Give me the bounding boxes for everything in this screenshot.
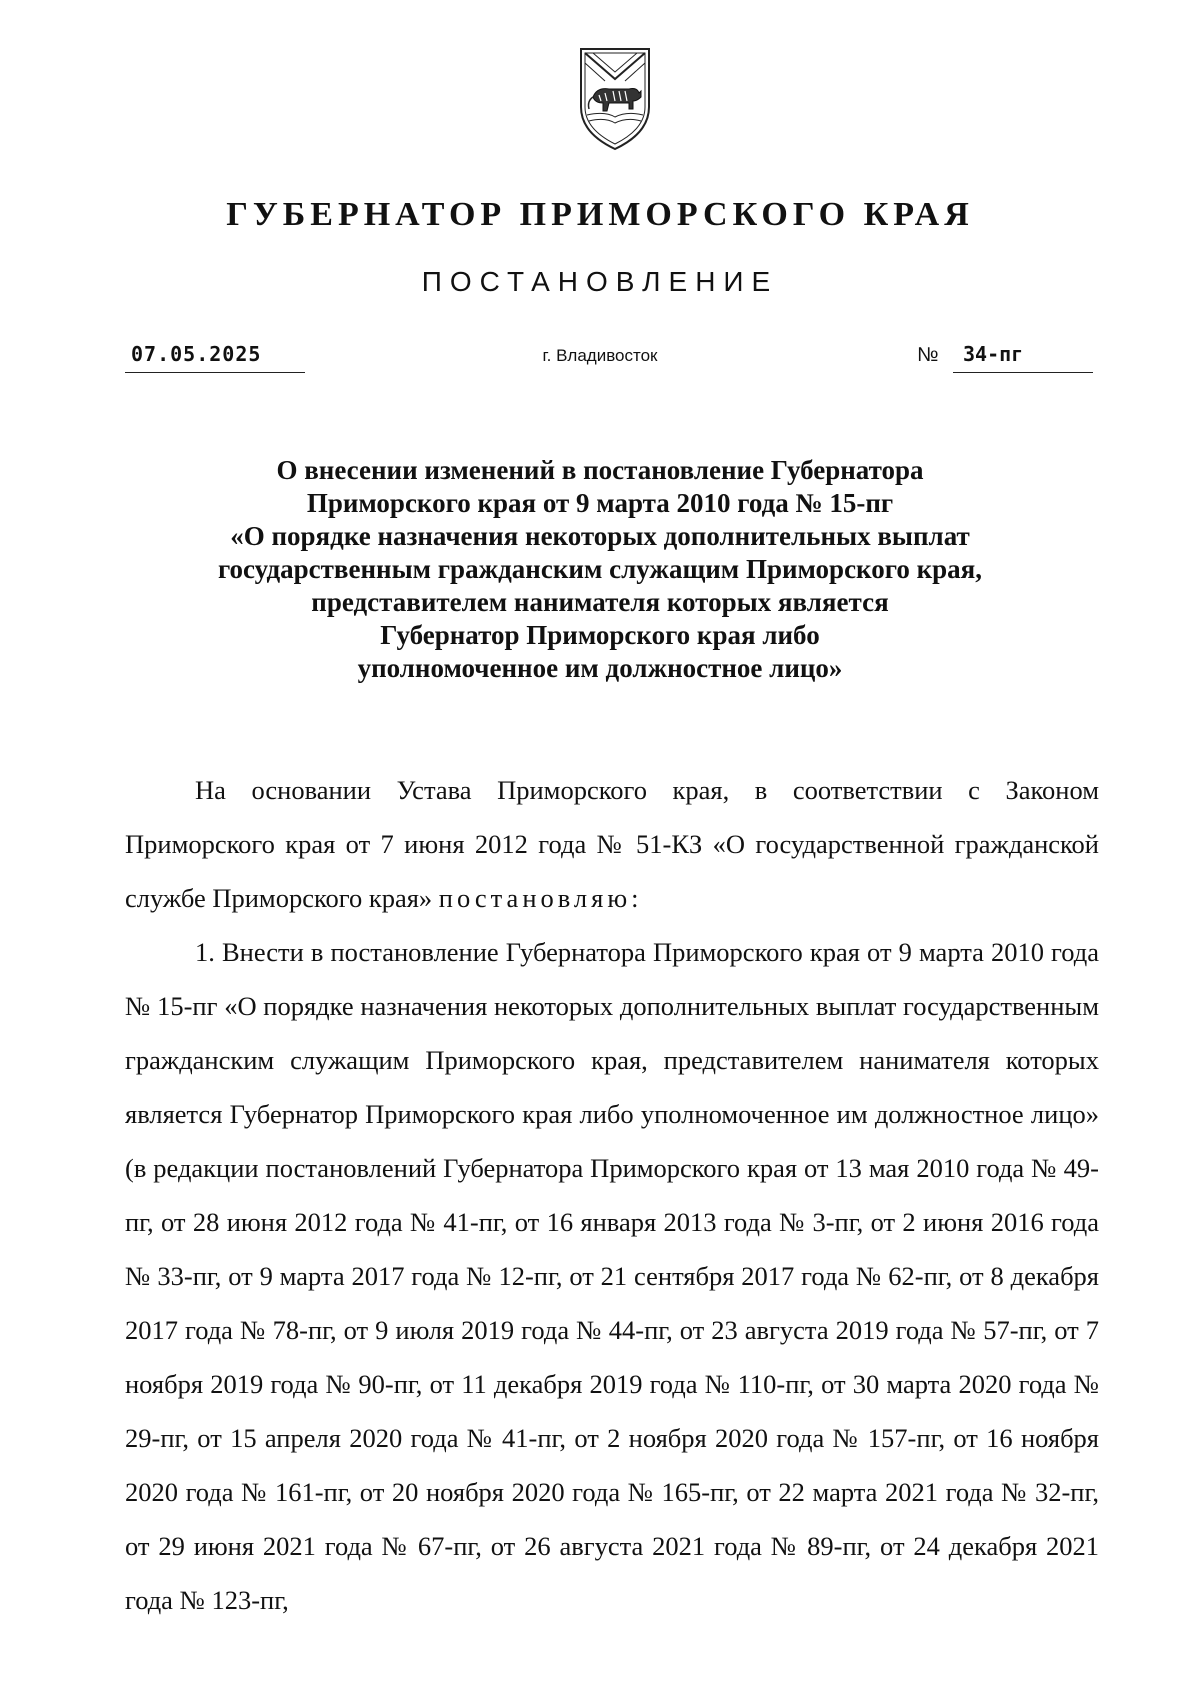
document-type: ПОСТАНОВЛЕНИЕ [421, 266, 779, 297]
title-line: Приморского края от 9 марта 2010 года № 15-пг [306, 488, 894, 518]
document-date: 07.05.2025 [131, 342, 262, 366]
title-line: уполномоченное им должностное лицо» [357, 653, 843, 683]
title-line: государственным гражданским служащим Приморского края, [217, 554, 983, 584]
document-number-field [917, 342, 1097, 372]
issuing-authority: ГУБЕРНАТОР ПРИМОРСКОГО КРАЯ [226, 196, 974, 233]
title-line: Губернатор Приморского края либо [380, 620, 820, 650]
document-city: г. Владивосток [542, 346, 658, 365]
document-body [125, 763, 1099, 1627]
title-line: О внесении изменений в постановление Губернатора [276, 455, 924, 485]
document-title [150, 454, 1050, 685]
title-line: представителем нанимателя которых является [311, 587, 889, 617]
preamble-paragraph [125, 763, 1099, 925]
preamble-text: На основании Устава Приморского края, в соответствии с Законом Приморского края от 7 июня 2012 года № 51-КЗ «О государственной гражданской службе Приморского края» [125, 775, 1099, 913]
coat-of-arms-tiger-icon [575, 45, 655, 155]
number-underline [953, 342, 1093, 373]
resolution-word: постановляю: [438, 883, 643, 913]
document-number: 34-пг [963, 342, 1024, 366]
number-sign: № [917, 344, 939, 366]
title-line: «О порядке назначения некоторых дополнительных выплат [230, 521, 970, 551]
clause-paragraph: 1. Внести в постановление Губернатора Приморского края от 9 марта 2010 года № 15-пг «О порядке назначения некоторых дополнительных выплат государственным гражданским служащим Приморского края, представителем нанимателя которых является Губернатор Приморского края либо уполномоченное им должностное лицо» (в редакции постановлений Губернатора Приморского края от 13 мая 2010 года № 49-пг, от 28 июня 2012 года № 41-пг, от 16 января 2013 года № 3-пг, от 2 июня 2016 года № 33-пг, от 9 марта 2017 года № 12-пг, от 21 сентября 2017 года № 62-пг, от 8 декабря 2017 года № 78-пг, от 9 июля 2019 года № 44-пг, от 23 августа 2019 года № 57-пг, от 7 ноября 2019 года № 90-пг, от 11 декабря 2019 года № 110-пг, от 30 марта 2020 года № 29-пг, от 15 апреля 2020 года № 41-пг, от 2 ноября 2020 года № 157-пг, от 16 ноября 2020 года № 161-пг, от 20 ноября 2020 года № 165-пг, от 22 марта 2021 года № 32-пг, от 29 июня 2021 года № 67-пг, от 26 августа 2021 года № 89-пг, от 24 декабря 2021 года № 123-пг, [125, 937, 1099, 1615]
